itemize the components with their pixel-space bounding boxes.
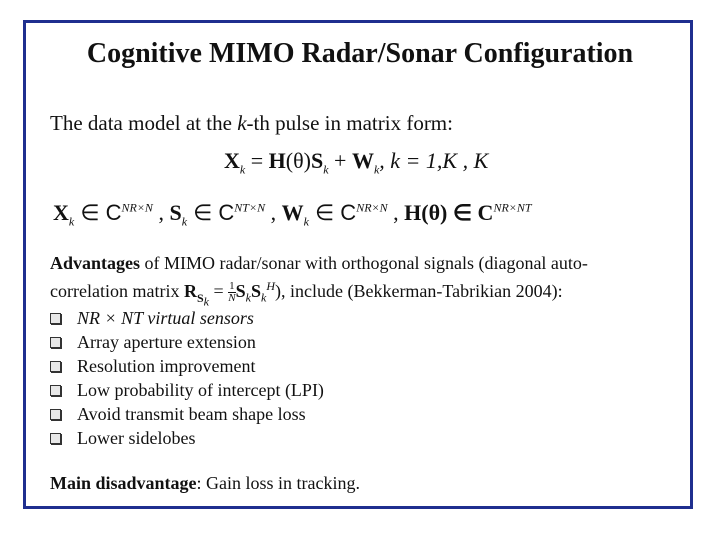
- advantages-line2b: ), include (Bekkerman-Tabrikian 2004):: [274, 281, 563, 301]
- data-model-equation: [224, 148, 488, 177]
- corr-r-sub: [196, 290, 209, 308]
- eq-plus: +: [328, 148, 352, 173]
- list-item: [50, 330, 324, 354]
- dim-w-in: ∈ C: [308, 200, 357, 225]
- square-bullet-icon: [50, 385, 61, 396]
- eq-h: H: [268, 148, 286, 173]
- dim-s-sup: NT×N: [234, 200, 266, 215]
- corr-den: N: [228, 292, 236, 305]
- square-bullet-icon: [50, 313, 61, 324]
- corr-skh-sub: k: [260, 290, 267, 305]
- list-item: [50, 402, 324, 426]
- eq-s-sub: k: [323, 162, 329, 177]
- advantages-line2a: correlation matrix: [50, 281, 184, 301]
- slide-title: Cognitive MIMO Radar/Sonar Configuration: [86, 38, 634, 69]
- eq-equals: =: [245, 148, 269, 173]
- corr-r-sub-s: S: [196, 290, 204, 305]
- dim-h: H(θ) ∈ C: [404, 200, 494, 225]
- dim-sep-1: ,: [152, 200, 170, 225]
- dim-w: W: [281, 200, 304, 225]
- corr-sk-sub: k: [245, 290, 251, 305]
- corr-sk: S: [235, 281, 246, 301]
- main-disadvantage: [50, 473, 360, 494]
- dim-s: S: [169, 200, 182, 225]
- square-bullet-icon: [50, 361, 61, 372]
- intro-before: The data model at the: [50, 111, 238, 135]
- corr-skh: S: [250, 281, 261, 301]
- eq-theta: (θ): [285, 148, 311, 173]
- list-item: [50, 378, 324, 402]
- dim-sep-2: ,: [265, 200, 282, 225]
- advantages-heading: Advantages: [50, 253, 141, 273]
- list-item: [50, 306, 324, 330]
- eq-x: X: [224, 148, 240, 173]
- square-bullet-icon: [50, 337, 61, 348]
- dim-h-sup: NR×NT: [493, 200, 532, 215]
- list-item-text: Array aperture extension: [77, 332, 256, 352]
- advantages-paragraph: [50, 252, 660, 313]
- list-item-text: Lower sidelobes: [77, 428, 196, 448]
- corr-r-sub-k: k: [203, 293, 209, 308]
- eq-range: , k = 1,K , K: [379, 148, 489, 173]
- dim-s-sub: k: [181, 214, 188, 229]
- main-disadvantage-heading: Main disadvantage: [50, 473, 197, 493]
- corr-skh-sup: H: [266, 279, 275, 293]
- square-bullet-icon: [50, 409, 61, 420]
- corr-fraction: [228, 281, 236, 304]
- eq-w: W: [351, 148, 374, 173]
- dim-sep-3: ,: [387, 200, 405, 225]
- dim-x: X: [53, 200, 69, 225]
- dim-x-sub: k: [68, 214, 75, 229]
- corr-eq: =: [208, 281, 229, 301]
- corr-r: R: [183, 281, 197, 301]
- dim-w-sub: k: [303, 214, 309, 229]
- eq-x-sub: k: [239, 162, 246, 177]
- square-bullet-icon: [50, 433, 61, 444]
- dim-s-in: ∈ C: [187, 200, 235, 225]
- intro-k: k: [237, 111, 247, 135]
- advantages-list: [50, 306, 324, 450]
- advantages-line1: of MIMO radar/sonar with orthogonal signals (diagonal auto-: [140, 253, 588, 273]
- list-item: [50, 426, 324, 450]
- corr-num: 1: [229, 280, 235, 293]
- list-item: [50, 354, 324, 378]
- intro-text: [50, 111, 453, 136]
- main-disadvantage-text: : Gain loss in tracking.: [196, 473, 361, 493]
- eq-w-sub: k: [373, 162, 380, 177]
- dim-x-in: ∈ C: [74, 200, 122, 225]
- dim-x-sup: NR×N: [121, 200, 153, 215]
- dim-w-sup: NR×N: [356, 200, 388, 215]
- intro-after: -th pulse in matrix form:: [246, 111, 453, 135]
- list-item-text: Avoid transmit beam shape loss: [77, 404, 306, 424]
- list-item-text: Low probability of intercept (LPI): [77, 380, 324, 400]
- list-item-text: NR × NT virtual sensors: [77, 308, 254, 328]
- list-item-text: Resolution improvement: [77, 356, 256, 376]
- dimension-equation: [53, 200, 532, 229]
- eq-s: S: [310, 148, 324, 173]
